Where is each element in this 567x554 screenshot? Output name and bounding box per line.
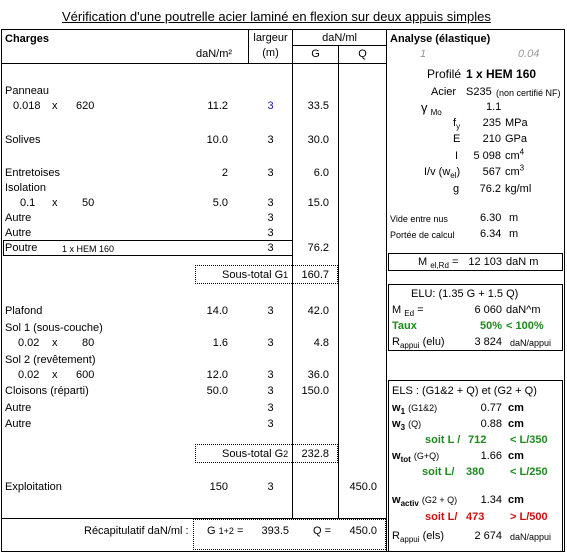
analyse-a: 1 (420, 48, 427, 60)
row-sol2-x: x (52, 369, 58, 381)
e-label: E (453, 133, 461, 145)
row-autre4-largeur: 3 (267, 418, 274, 430)
fy-unit: MPa (505, 117, 528, 129)
row-sol1-x: x (52, 337, 58, 349)
rappui-elu-label: $R_{appui}$ (elu) (392, 336, 445, 351)
row-entretoises-largeur: 3 (267, 167, 274, 179)
row-isolation-b: 50 (82, 197, 95, 209)
soustotal1-value: 160.7 (301, 269, 329, 281)
row-plafond-label: Plafond (5, 305, 43, 317)
fy-value: 235 (482, 117, 501, 129)
portee-unit: m (509, 228, 519, 240)
med-value: 6 060 (474, 304, 502, 316)
mel-value: 12 103 (468, 256, 502, 268)
soit3-compare: > L/500 (510, 511, 548, 523)
row-isolation-x: x (52, 197, 58, 209)
wactiv-unit: cm (508, 494, 524, 506)
row-panneau-largeur: 3 (267, 100, 274, 112)
soit1-label: soit L / (425, 434, 461, 446)
i-unit: $cm^4$ (505, 147, 525, 162)
portee-value: 6.34 (480, 228, 502, 240)
row-isolation-g: 15.0 (307, 197, 329, 209)
row-sol1-danm2: 1.6 (212, 337, 228, 349)
med-label: M $_{Ed}$ = (392, 304, 424, 319)
recap-g-value: 393.5 (261, 525, 289, 537)
row-solives-label: Solives (5, 134, 41, 146)
wactiv-value: 1.34 (480, 494, 502, 506)
rappui-elu-value: 3 824 (474, 336, 502, 348)
rappui-els-label: $R_{appui}$ (els) (392, 530, 444, 545)
row-autre3-largeur: 3 (267, 402, 274, 414)
rappui-els-value: 2 674 (474, 530, 502, 542)
row-exploitation-label: Exploitation (5, 481, 62, 493)
soustotal2-label: Sous-total G2 (222, 448, 289, 460)
row-poutre-largeur: 3 (267, 242, 274, 254)
fy-label: $f_y$ (453, 117, 461, 132)
row-cloisons-largeur: 3 (267, 385, 274, 397)
i-value: 5 098 (473, 150, 501, 162)
g-label: g (453, 183, 460, 195)
row-poutre-label: Poutre (5, 242, 38, 254)
row-sol1-largeur: 3 (267, 337, 274, 349)
vide-label: Vide entre nus (390, 214, 448, 224)
soit3-value: 473 (466, 511, 485, 523)
taux-label: Taux (392, 320, 417, 332)
row-sol2-b: 600 (76, 369, 95, 381)
row-plafond-largeur: 3 (267, 305, 274, 317)
row-cloisons-danm2: 50.0 (206, 385, 228, 397)
taux-value: 50% (479, 320, 502, 332)
recap-q-value: 450.0 (349, 525, 377, 537)
row-exploitation-danm2: 150 (209, 481, 228, 493)
row-sol2-danm2: 12.0 (206, 369, 228, 381)
soit3-label: soit L/ (425, 511, 458, 523)
row-entretoises-danm2: 2 (221, 167, 228, 179)
soit1-value: 712 (468, 434, 487, 446)
iv-value: 567 (482, 166, 501, 178)
row-cloisons-g: 150.0 (301, 385, 329, 397)
soit2-value: 380 (466, 466, 485, 478)
recap-label: Récapitulatif daN/ml : (84, 525, 189, 537)
danml-underline (292, 45, 386, 46)
acier-value: S235 (466, 86, 492, 98)
row-exploitation-largeur: 3 (267, 481, 274, 493)
row-panneau-danm2: 11.2 (207, 100, 228, 112)
iv-unit: $cm^3$ (505, 163, 525, 178)
row-poutre-g: 76.2 (307, 242, 329, 254)
mel-unit: daN m (506, 256, 539, 268)
w1-value: 0.77 (480, 402, 502, 414)
wtot-value: 1.66 (480, 450, 502, 462)
header-g: G (311, 48, 320, 60)
profile-value: 1 x HEM 160 (466, 67, 537, 81)
g-unit: kg/ml (505, 183, 532, 195)
med-unit: daN^m (506, 304, 541, 316)
recap-q-label: Q = (313, 525, 332, 537)
recap-g-label: G 1+2 = (207, 525, 244, 537)
row-solives-g: 30.0 (307, 134, 329, 146)
row-sol1-a: 0.02 (18, 337, 40, 349)
wtot-label: $w_{tot}$ (G+Q) (392, 450, 440, 465)
row-panneau-x: x (52, 100, 58, 112)
row-isolation-largeur: 3 (267, 197, 274, 209)
w1-label: $w_1$ (G1&2) (392, 402, 438, 417)
header-largeur: largeur (253, 32, 288, 44)
soit2-label: soit L/ (422, 466, 455, 478)
wtot-unit: cm (508, 450, 524, 462)
row-sol2-a: 0.02 (18, 369, 40, 381)
row-solives-danm2: 10.0 (206, 134, 228, 146)
row-entretoises-label: Entretoises (5, 167, 61, 179)
g-value: 76.2 (479, 183, 501, 195)
header-analyse: Analyse (élastique) (390, 33, 491, 45)
row-isolation-a: 0.1 (20, 197, 36, 209)
row-entretoises-g: 6.0 (313, 167, 329, 179)
row-plafond-g: 42.0 (307, 305, 329, 317)
analyse-b: 0.04 (518, 48, 540, 60)
e-value: 210 (482, 133, 501, 145)
row-autre2-largeur: 3 (267, 227, 274, 239)
row-isolation-label: Isolation (5, 182, 46, 194)
w1-unit: cm (508, 402, 524, 414)
row-panneau-g: 33.5 (307, 100, 329, 112)
row-autre2-label: Autre (5, 227, 32, 239)
i-label: I (455, 150, 459, 162)
header-danm2: daN/m² (196, 48, 233, 60)
w3-label: $w_3$ (Q) (392, 418, 422, 433)
row-plafond-danm2: 14.0 (206, 305, 228, 317)
row-sol1-g: 4.8 (313, 337, 329, 349)
elu-title: ELU: (1.35 G + 1.5 Q) (411, 288, 519, 300)
header-largeur-unit: (m) (262, 47, 279, 59)
soit1-compare: < L/350 (510, 434, 548, 446)
row-panneau-b: 620 (76, 100, 95, 112)
row-autre1-largeur: 3 (267, 212, 274, 224)
gamma-value: 1.1 (486, 101, 502, 113)
header-q: Q (358, 48, 367, 60)
iv-label: I/v $(w_{el})$ (424, 166, 461, 181)
row-autre1-label: Autre (5, 212, 32, 224)
row-autre3-label: Autre (5, 402, 32, 414)
row-exploitation-q: 450.0 (349, 481, 377, 493)
rappui-els-unit: daN/appui (510, 532, 552, 542)
soustotal2-value: 232.8 (301, 448, 329, 460)
profile-label: Profilé (427, 67, 462, 81)
soustotal1-label: Sous-total G1 (222, 269, 289, 281)
col-divider-3 (338, 45, 339, 518)
header-charges: Charges (5, 33, 50, 45)
row-sol1-b: 80 (82, 337, 95, 349)
row-sol2-g: 36.0 (307, 369, 329, 381)
acier-note: (non certifié NF) (496, 88, 561, 98)
els-title: ELS : (G1&2 + Q) et (G2 + Q) (392, 385, 537, 397)
row-sol2-label: Sol 2 (revêtement) (5, 354, 96, 366)
vide-unit: m (509, 212, 519, 224)
wactiv-label: $w_{activ}$ (G2 + Q) (392, 494, 458, 509)
acier-label: Acier (431, 86, 457, 98)
col-divider-4 (386, 29, 387, 552)
vide-value: 6.30 (480, 212, 502, 224)
sheet-title: Vérification d'une poutrelle acier laminé en flexion sur deux appuis simples (62, 9, 491, 24)
row-sol1-label: Sol 1 (sous-couche) (5, 322, 103, 334)
soit2-compare: < L/250 (510, 466, 548, 478)
row-cloisons-label: Cloisons (réparti) (5, 385, 89, 397)
row-solives-largeur: 3 (267, 134, 274, 146)
rappui-elu-unit: daN/appui (510, 338, 552, 348)
e-unit: GPa (505, 133, 528, 145)
row-sol2-largeur: 3 (267, 369, 274, 381)
gamma-label: γ $_{Mo}$ (421, 100, 442, 118)
w3-value: 0.88 (480, 418, 502, 430)
row-panneau-label: Panneau (5, 85, 50, 97)
header-divider (1, 63, 387, 64)
row-isolation-danm2: 5.0 (212, 197, 228, 209)
portee-label: Portée de calcul (390, 230, 455, 240)
taux-compare: < 100% (506, 320, 544, 332)
w3-unit: cm (508, 418, 524, 430)
row-panneau-a: 0.018 (13, 100, 41, 112)
header-danml: daN/ml (322, 32, 357, 44)
mel-label: M $_{el,Rd}$ = (418, 256, 459, 271)
row-autre4-label: Autre (5, 418, 32, 430)
row-poutre-spec: 1 x HEM 160 (62, 244, 115, 254)
